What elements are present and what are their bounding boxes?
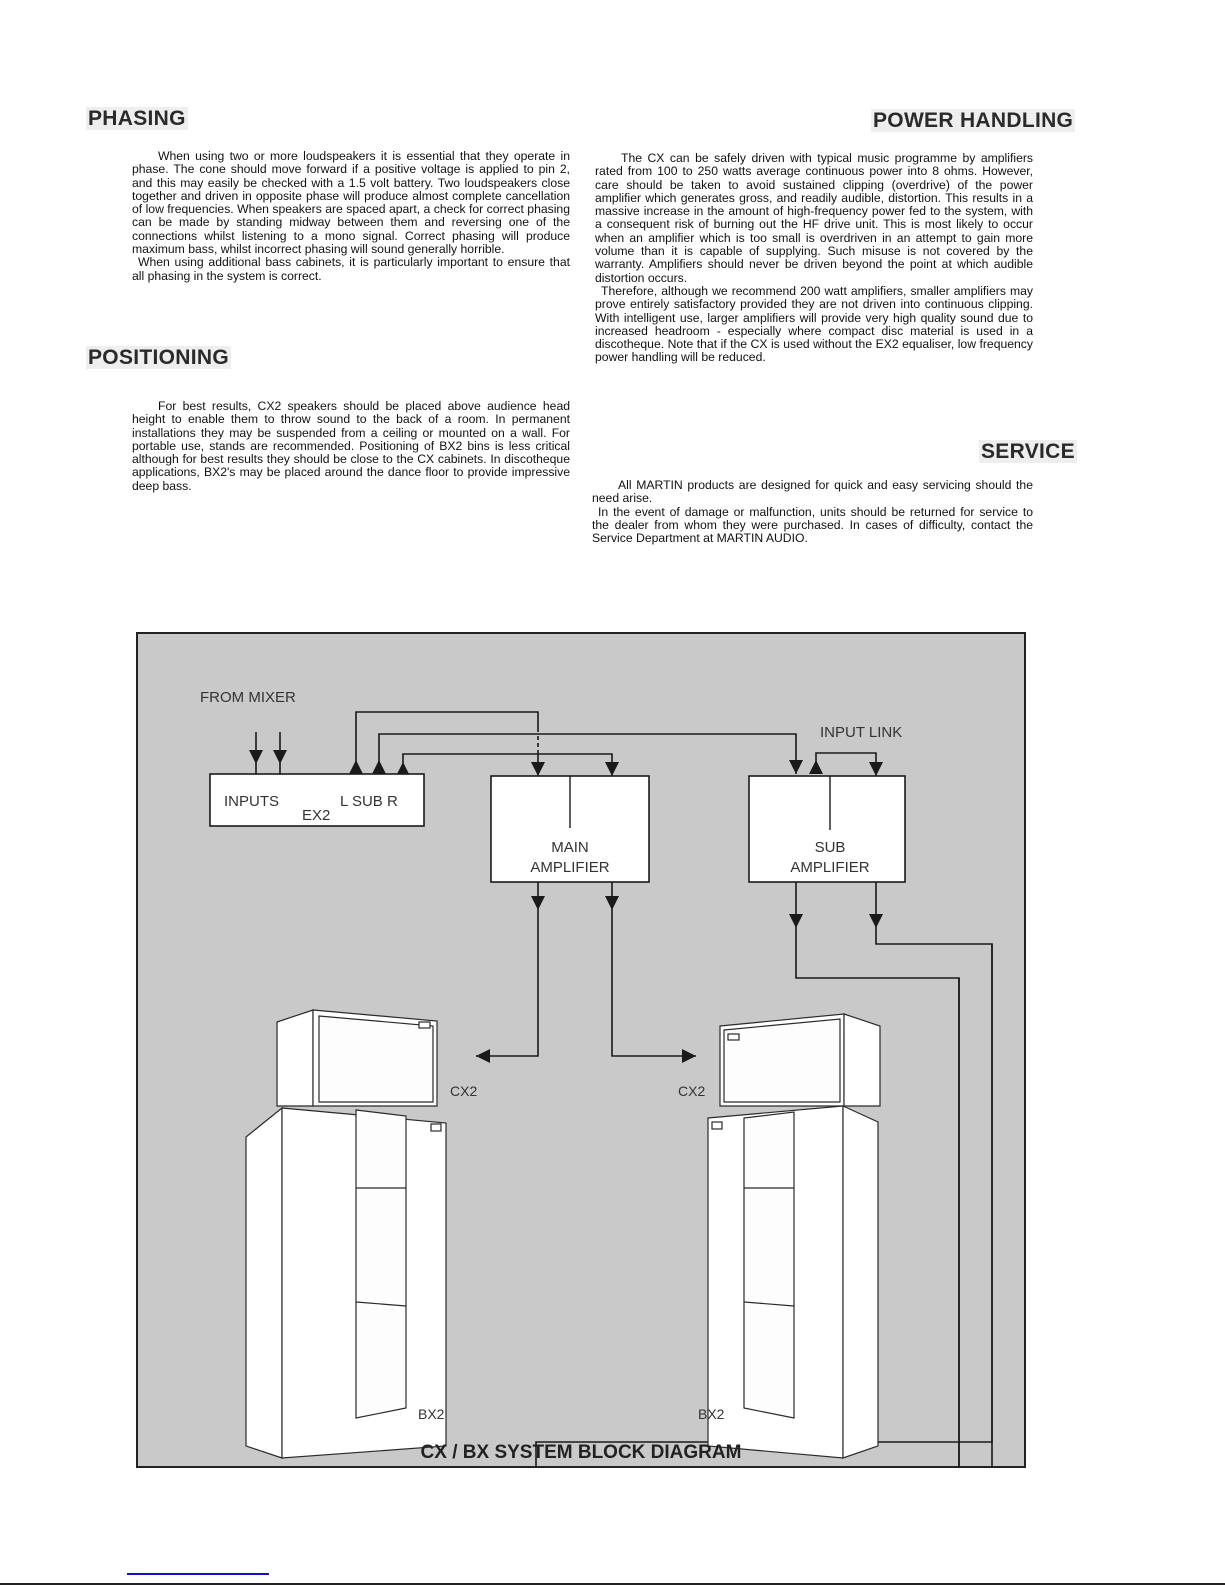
phasing-body (132, 150, 570, 283)
main-amplifier (491, 776, 649, 882)
sub-amp-line1: SUB (814, 839, 846, 856)
sub-amp-line2: AMPLIFIER (790, 859, 870, 876)
service-body (592, 479, 1033, 545)
positioning-body (132, 400, 570, 493)
main-amp-line1: MAIN (551, 839, 589, 856)
page-link-underline[interactable] (127, 1573, 269, 1575)
phasing-paragraph-1: When using two or more loudspeakers it is essential that they operate in phase. The cone should move forward if a positive voltage is applied to pin 2, and this may easily be checked with a 1.5 volt battery. Two loudspeakers close together and driven in opposite phase will produce almost complete cancellation of low frequencies. When speakers are spaced apart, a check for correct phasing can be made by standing midway between them and reversing one of the connections whilst listening to a mono signal. Correct phasing will produce maximum bass, whilst incorrect phasing will sound generally horrible. (132, 149, 570, 257)
system-block-diagram (136, 632, 1026, 1468)
left-bx2-cabinet (246, 1108, 446, 1458)
right-speaker-stack (708, 1014, 880, 1458)
ex2-outputs-label: L SUB R (340, 793, 398, 810)
phasing-paragraph-2: When using additional bass cabinets, it is particularly important to ensure that all phasing in the system is correct. (132, 255, 570, 283)
right-bx2-cabinet (708, 1106, 878, 1458)
heading-positioning-text: POSITIONING (88, 346, 229, 369)
right-cx2-label: CX2 (678, 1083, 706, 1099)
heading-positioning (86, 346, 231, 370)
power-handling-body (595, 152, 1033, 365)
main-amp-line2: AMPLIFIER (530, 859, 610, 876)
left-bx2-label: BX2 (418, 1406, 445, 1422)
heading-phasing-text: PHASING (88, 107, 186, 130)
heading-power-handling-text: POWER HANDLING (873, 109, 1074, 132)
input-link-label: INPUT LINK (820, 724, 903, 741)
heading-service (979, 440, 1077, 464)
diagram-title: CX / BX SYSTEM BLOCK DIAGRAM (420, 1442, 742, 1463)
positioning-paragraph-1: For best results, CX2 speakers should be placed above audience head height to enable them to throw sound to the back of a room. In permanent installations they may be suspended from a ceiling or mounted on a wall. For portable use, stands are recommended. Positioning of BX2 bins is less critical although for best results they should be close to the CX cabinets. In discotheque applications, BX2's may be placed around the dance floor to provide impressive deep bass. (132, 399, 570, 493)
right-cx2-cabinet (720, 1014, 880, 1106)
sub-amplifier (749, 776, 905, 882)
ex2-unit (210, 774, 424, 826)
heading-power-handling (871, 109, 1075, 133)
left-cx2-cabinet (277, 1010, 437, 1106)
service-paragraph-1: All MARTIN products are designed for quick and easy servicing should the need arise. (592, 478, 1033, 506)
right-bx2-label: BX2 (698, 1406, 725, 1422)
power-handling-paragraph-1: The CX can be safely driven with typical music programme by amplifiers rated from 100 to 250 watts average continuous power into 8 ohms. However, care should be taken to avoid sustained clipping (overdrive) of the power amplifier which generates gross, and readily audible, distortion. This results in a massive increase in the amount of high-frequency power fed to the system, with a consequent risk of burning out the HF drive unit. This is most likely to occur when an amplifier which is too small is overdriven in an attempt to gain more volume than it is capable of supplying. Such misuse is not covered by the warranty. Amplifiers should never be driven beyond the point at which audible distortion occurs. (595, 151, 1033, 285)
heading-phasing (86, 107, 188, 131)
from-mixer-label: FROM MIXER (200, 689, 296, 706)
ex2-name-label: EX2 (302, 807, 331, 824)
heading-service-text: SERVICE (981, 440, 1075, 463)
power-handling-paragraph-2: Therefore, although we recommend 200 watt amplifiers, smaller amplifiers may prove entirely satisfactory provided they are not driven into continuous clipping. With intelligent use, larger amplifiers will provide very high quality sound due to increased headroom - especially where compact disc material is used in a discotheque. Note that if the CX is used without the EX2 equaliser, low frequency power handling will be reduced. (595, 283, 1033, 365)
left-cx2-label: CX2 (450, 1083, 478, 1099)
ex2-inputs-label: INPUTS (224, 793, 280, 810)
service-paragraph-2: In the event of damage or malfunction, units should be returned for service to the dealer from whom they were purchased. In cases of difficulty, contact the Service Department at MARTIN AUDIO. (592, 504, 1033, 546)
